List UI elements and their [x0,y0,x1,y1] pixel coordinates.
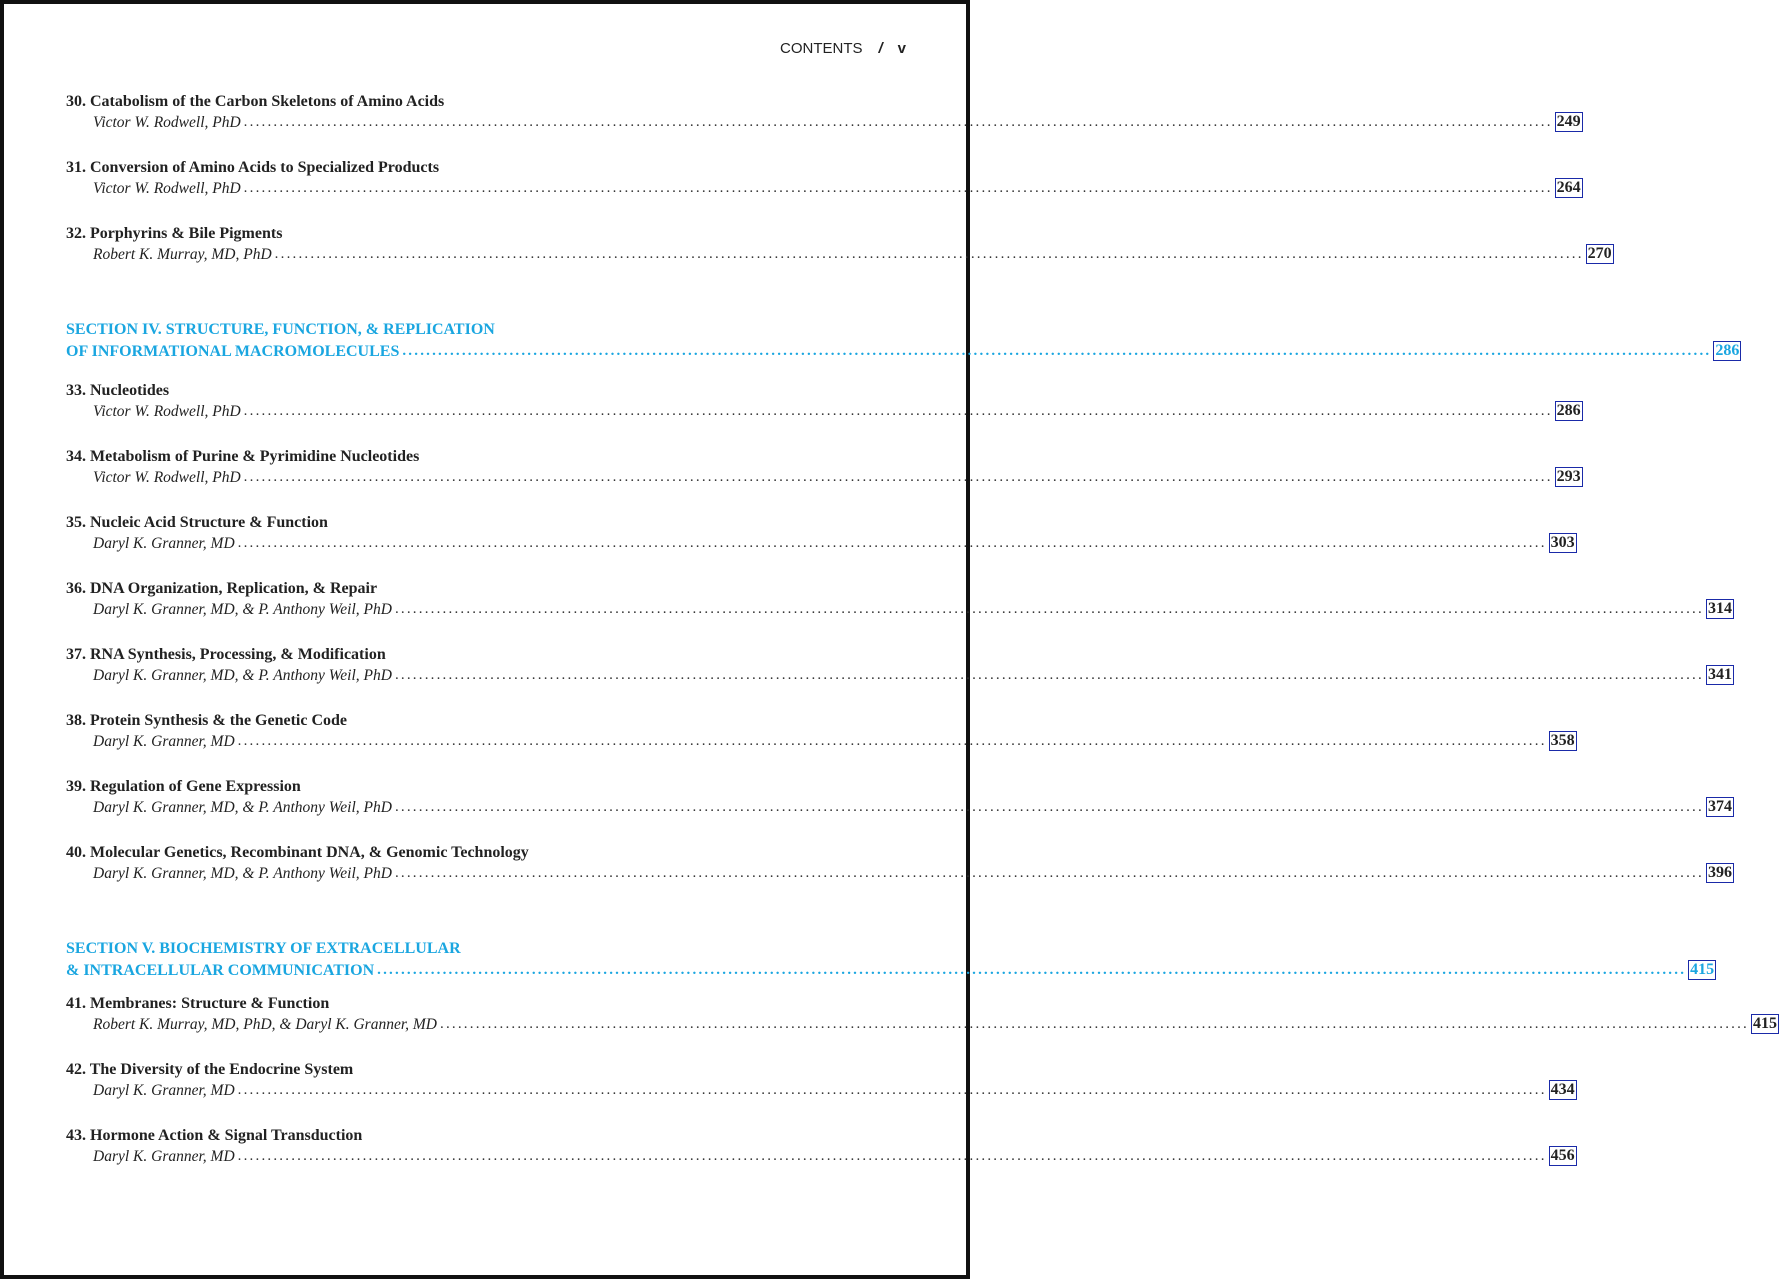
dot-leader: ............................................................................................................................................................................................................................ [394,799,1704,815]
chapter-title: 32. Porphyrins & Bile Pigments [66,225,283,242]
table-of-contents [66,92,1777,1192]
dot-leader: ............................................................................................................................................................................................................................ [243,403,1553,419]
running-head-separator: / [878,40,883,57]
chapter-title: 39. Regulation of Gene Expression [66,778,301,795]
page-link[interactable]: 456 [1550,1147,1575,1164]
running-head-label: CONTENTS [779,40,863,57]
running-head-page-number: v [897,40,906,57]
page-link[interactable]: 286 [1715,342,1740,359]
toc-entry [66,777,1732,843]
toc-entry [66,92,1581,158]
running-head [780,40,906,57]
toc-entry [66,711,1575,777]
page-link[interactable]: 358 [1550,732,1575,749]
chapter-title: 40. Molecular Genetics, Recombinant DNA, & Genomic Technology [66,844,529,861]
dot-leader: ............................................................................................................................................................................................................................ [237,1082,1547,1098]
chapter-author: Robert K. Murray, MD, PhD, & Daryl K. Granner, MD [93,1016,437,1033]
page-link[interactable]: 415 [1753,1015,1777,1032]
dot-leader: ............................................................................................................................................................................................................................ [243,469,1553,485]
section-heading-v [66,939,1715,980]
page-link[interactable]: 293 [1556,468,1581,485]
chapter-author: Robert K. Murray, MD, PhD [93,246,272,263]
dot-leader: ............................................................................................................................................................................................................................ [237,733,1547,749]
dot-leader: ............................................................................................................................................................................................................................ [402,343,1712,359]
toc-entry [66,381,1581,447]
chapter-author: Daryl K. Granner, MD [93,1082,235,1099]
chapter-title: 37. RNA Synthesis, Processing, & Modification [66,646,386,663]
dot-leader: ............................................................................................................................................................................................................................ [237,1148,1547,1164]
chapter-title: 36. DNA Organization, Replication, & Repair [66,580,378,597]
page-link[interactable]: 434 [1550,1081,1575,1098]
toc-entry [66,994,1777,1060]
chapter-title: 31. Conversion of Amino Acids to Specialized Products [66,159,440,176]
page-link[interactable]: 341 [1707,666,1732,683]
dot-leader: ............................................................................................................................................................................................................................ [377,962,1687,978]
chapter-title: 41. Membranes: Structure & Function [66,995,330,1012]
toc-entry [66,1126,1575,1192]
toc-entry [66,513,1575,579]
dot-leader: ............................................................................................................................................................................................................................ [394,601,1704,617]
toc-entry [66,447,1581,513]
dot-leader: ............................................................................................................................................................................................................................ [440,1016,1749,1032]
page-link[interactable]: 286 [1556,402,1581,419]
section-title-line2: & INTRACELLULAR COMMUNICATION [66,962,375,979]
toc-entry [66,579,1732,645]
chapter-title: 42. The Diversity of the Endocrine System [66,1061,354,1078]
chapter-author: Daryl K. Granner, MD, & P. Anthony Weil, PhD [93,667,392,684]
chapter-title: 43. Hormone Action & Signal Transduction [66,1127,363,1144]
chapter-author: Victor W. Rodwell, PhD [93,469,241,486]
chapter-author: Victor W. Rodwell, PhD [93,403,241,420]
chapter-title: 34. Metabolism of Purine & Pyrimidine Nucleotides [66,448,420,465]
page-link[interactable]: 264 [1556,179,1581,196]
page-link[interactable]: 270 [1587,245,1612,262]
dot-leader: ............................................................................................................................................................................................................................ [394,865,1704,881]
toc-entry [66,843,1732,909]
section-title-line1: SECTION V. BIOCHEMISTRY OF EXTRACELLULAR [66,940,461,957]
chapter-author: Daryl K. Granner, MD [93,535,235,552]
chapter-author: Daryl K. Granner, MD, & P. Anthony Weil, PhD [93,799,392,816]
toc-entry [66,158,1581,224]
section-title-line1: SECTION IV. STRUCTURE, FUNCTION, & REPLICATION [66,321,495,338]
page-link[interactable]: 415 [1690,961,1715,978]
dot-leader: ............................................................................................................................................................................................................................ [274,246,1584,262]
toc-entry [66,224,1612,290]
dot-leader: ............................................................................................................................................................................................................................ [237,535,1547,551]
chapter-author: Victor W. Rodwell, PhD [93,180,241,197]
chapter-author: Victor W. Rodwell, PhD [93,114,241,131]
section-heading-iv [66,320,1740,361]
chapter-author: Daryl K. Granner, MD, & P. Anthony Weil, PhD [93,601,392,618]
chapter-title: 38. Protein Synthesis & the Genetic Code [66,712,348,729]
page-link[interactable]: 396 [1707,864,1732,881]
toc-entry [66,1060,1575,1126]
dot-leader: ............................................................................................................................................................................................................................ [243,114,1553,130]
chapter-title: 35. Nucleic Acid Structure & Function [66,514,328,531]
page-link[interactable]: 374 [1707,798,1732,815]
chapter-title: 33. Nucleotides [66,382,170,399]
chapter-author: Daryl K. Granner, MD [93,1148,235,1165]
toc-entry [66,645,1732,711]
page-link[interactable]: 249 [1556,113,1581,130]
chapter-title: 30. Catabolism of the Carbon Skeletons of Amino Acids [66,93,445,110]
chapter-author: Daryl K. Granner, MD [93,733,235,750]
dot-leader: ............................................................................................................................................................................................................................ [394,667,1704,683]
chapter-author: Daryl K. Granner, MD, & P. Anthony Weil, PhD [93,865,392,882]
page-link[interactable]: 314 [1707,600,1732,617]
section-title-line2: OF INFORMATIONAL MACROMOLECULES [66,343,400,360]
dot-leader: ............................................................................................................................................................................................................................ [243,180,1553,196]
page-link[interactable]: 303 [1550,534,1575,551]
